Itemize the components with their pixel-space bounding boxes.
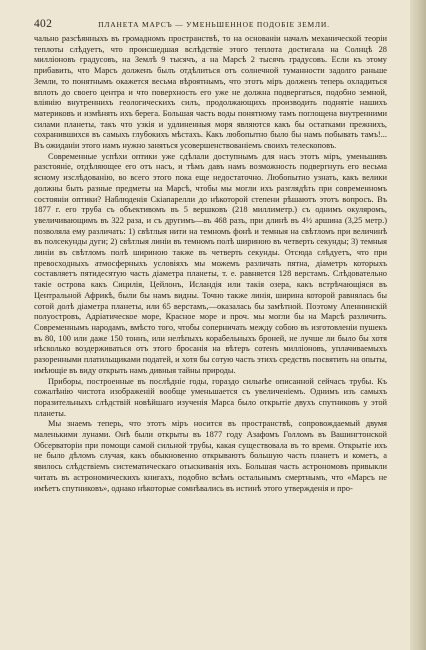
page-number: 402 <box>34 18 53 30</box>
text-body <box>34 34 387 494</box>
paragraph-2: Современные успѣхи оптики уже сдѣлали доступнымъ для насъ этотъ міръ, уменьшивъ разстояніе, отдѣляющее его отъ насъ, и тѣмъ давъ намъ возможность подвергнуть его весьма ясному изслѣдованію, во всего этого пока еще недостаточно. Любопытно узнать, какъ велики должны быть разные предметы на Марсѣ, чтобы мы могли ихъ разглядѣть при современномъ состояніи оптики? Наблюденія Скіапарелли до нѣкоторой степени рѣшаютъ этотъ вопросъ. Въ 1877 г. его труба съ объективомъ въ 5 вершковъ (218 миллиметр.) съ однимъ окуляромъ, увеличивающимъ въ 322 раза, и съ другимъ—въ 468 разъ, при длинѣ въ 4½ аршина (3,25 метр.) позволяла ему различать: 1) свѣтлыя нити на темномъ фонѣ и темныя на свѣтломъ при величинѣ въ полсекунды дуги; 2) свѣтлыя линіи въ темномъ полѣ шириною въ четверть секунды; 3) темныя линіи въ свѣтломъ полѣ шириною также въ четверть секунды. Отсюда слѣдуетъ, что при превосходныхъ атмосферныхъ условіяхъ мы можемъ различать пятна, діаметръ которыхъ составляетъ пятидесятую часть діаметра планеты, т. е. равняется 128 верстамъ. Слѣдовательно такіе острова какъ Сицилія, Цейлонъ, Исландія или такія озера, какъ встрѣчающіяся въ Центральной Африкѣ, были бы намъ видны. Точно также линія, ширина которой равнялась бы сотой долѣ діаметра планеты, или 65 верстамъ,—оказалась бы замѣтной. Поэтому Апеннинскій полуостровъ, Адріатическое море, Красное море и проч. мы могли бы на Марсѣ различить. Современнымъ народамъ, вмѣсто того, чтобы соперничать между собою въ изготовленіи пушекъ въ 80, 100 или даже 150 тоннъ, или нелѣпыхъ корабельныхъ броней, не лучше ли было бы хотя нѣсколько воздерживаться отъ этого бросанія на вѣтеръ сотенъ милліоновъ, уплачиваемыхъ разоренными платильщиками податей, и хотя бы сотую часть этихъ средствъ посвятить на опыты, имѣющіе въ виду открыть намъ дивныя тайны природы. <box>34 151 387 375</box>
paragraph-1: чально разсѣянныхъ въ громадномъ пространствѣ, то на основаніи началъ механической теоріи теплоты слѣдуетъ, что происшедшая вслѣдствіе этого теплота достигала на Солнцѣ 28 милліоновъ градусовъ, на Землѣ 9 тысячъ, а на Марсѣ 2 тысячъ градусовъ. Если къ этому прибавить, что Марсъ долженъ былъ отдѣлиться отъ солнечной туманности задолго раньше Земли, то понятнымъ окажется весьма вѣроятнымъ, что этотъ міръ долженъ теперь охладиться вплоть до своего центра и что поверхность его уже не должна подвергаться, подобно земной, вліянію внутреннихъ геологическихъ силъ, продолжающихъ производить поднятіе нашихъ материковъ и измѣнять ихъ берега. Большая часть воды понятному тамъ поглощена внутренними силами планеты, такъ что узкія и удлиненныя моря являются какъ бы остатками прежнихъ, сохранившихся въ самыхъ глубокихъ мѣстахъ. Какъ любопытно было бы намъ побывать тамъ!... Въ ожиданіи этого намъ нужно заняться усовершенствованіемъ своихъ телескоповъ. <box>34 34 387 151</box>
page-header <box>34 18 394 34</box>
paragraph-4: Мы знаемъ теперь, что этотъ міръ носится въ пространствѣ, сопровождаемый двумя маленькими лунами. Онѣ были открыты въ 1877 году Азафомъ Голломъ въ Вашингтонской Обсерваторіи при помощи самой сильной трубы, какая существовала въ то время. Открытіе ихъ не было дѣломъ случая, какъ обыкновенно открываютъ большую часть планетъ и кометъ, а явилось слѣдствіемъ систематическаго отыскиванія ихъ. Большая часть астрономовъ привыкли читать въ астрономическихъ книгахъ, подобно всѣмъ остальнымъ смертнымъ, что «Марсъ не имѣетъ спутниковъ», однако нѣкоторые сомнѣвались въ истинѣ этого утвержденія и про- <box>34 419 387 493</box>
page-edge-shadow <box>410 0 426 650</box>
running-title: ПЛАНЕТА МАРСЪ — УМЕНЬШЕННОЕ ПОДОБІЕ ЗЕМЛИ. <box>98 20 330 29</box>
paragraph-3: Приборы, построенные въ послѣдніе годы, гораздо сильнѣе описанной сейчасъ трубы. Къ сожалѣнію чистота изображеній вообще уменьшается съ увеличеніемъ. Однимъ изъ самыхъ поразительныхъ слѣдствій новѣйшаго изученія Марса было открытіе двухъ спутниковъ у этой планеты. <box>34 376 387 418</box>
